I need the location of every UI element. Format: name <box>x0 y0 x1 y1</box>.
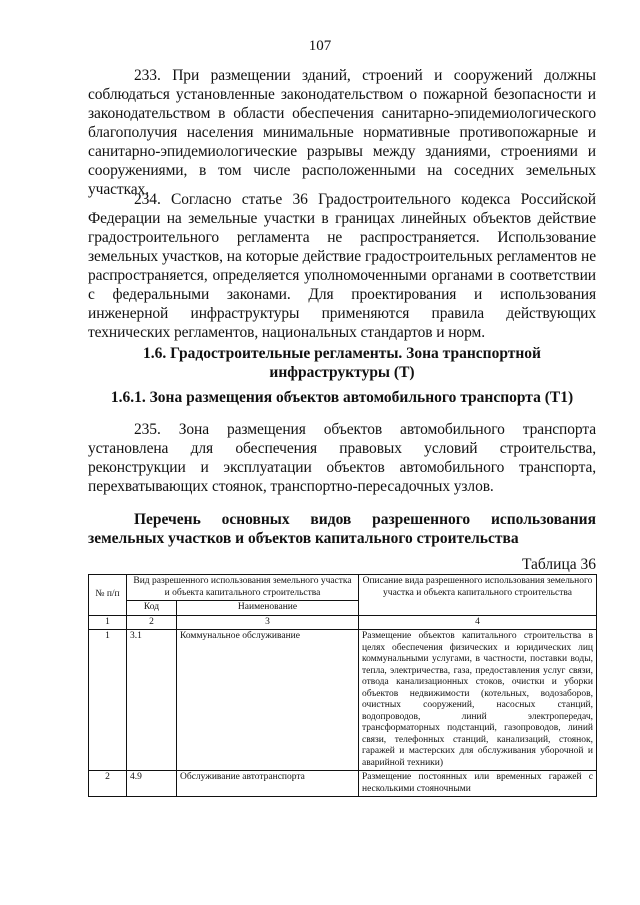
row-description: Размещение объектов капитального строительства в целях обеспечения физических и юридических лиц коммунальными услугами, в частности, поставки воды, тепла, электричества, газа, предоставления услуг связи, отвода канализационных стоков, очистки и уборки объектов недвижимости (котельных, водозаборов, очистных сооружений, насосных станций, водопроводов, линий электропередач, трансформаторных подстанций, газопроводов, линий связи, телефонных станций, канализаций, стоянок, гаражей и мастерских для обслуживания уборочной и аварийной техники) <box>359 630 597 771</box>
heading-section-1-6-1: 1.6.1. Зона размещения объектов автомобильного транспорта (Т1) <box>110 389 574 406</box>
row-num: 1 <box>89 630 127 771</box>
header-group: Вид разрешенного использования земельного участка и объекта капитального строительства <box>127 575 359 601</box>
row-code: 4.9 <box>127 771 177 797</box>
header-num: № п/п <box>89 575 127 616</box>
paragraph-234: 234. Согласно статье 36 Градостроительного кодекса Российской Федерации на земельные участки в границах линейных объектов действие градостроительного регламента не распространяется. Использование земельных участков, на которые действие градостроительных регламентов не распространяется, определяется уполномоченными органами в соответствии с федеральными законами. Для проектирования и использования инженерной инфраструктуры применяются правила действующих технических регламентов, национальных стандартов и норм. <box>88 191 596 341</box>
header-name: Наименование <box>177 601 359 616</box>
paragraph-235: 235. Зона размещения объектов автомобильного транспорта установлена для обеспечения правовых условий строительства, реконструкции и эксплуатации объектов автомобильного транспорта, перехватывающих стоянок, транспортно-пересадочных узлов. <box>88 421 596 495</box>
page-number: 107 <box>308 38 332 54</box>
index-cell: 4 <box>359 615 597 630</box>
table-caption: Таблица 36 <box>521 556 596 573</box>
row-description: Размещение постоянных или временных гаражей с несколькими стояночными <box>359 771 597 797</box>
row-name: Обслуживание автотранспорта <box>177 771 359 797</box>
index-cell: 3 <box>177 615 359 630</box>
row-name: Коммунальное обслуживание <box>177 630 359 771</box>
permitted-use-table <box>88 574 597 797</box>
index-cell: 2 <box>127 615 177 630</box>
paragraph-233: 233. При размещении зданий, строений и сооружений должны соблюдаться установленные законодательством о пожарной безопасности и законодательством в области обеспечения санитарно-эпидемиологического благополучия населения минимальные нормативные противопожарные и санитарно-эпидемиологические разрывы между зданиями, строениями и сооружениями, в том числе расположенными на соседних земельных участках. <box>88 67 596 198</box>
header-code: Код <box>127 601 177 616</box>
row-code: 3.1 <box>127 630 177 771</box>
header-description: Описание вида разрешенного использования земельного участка и объекта капитального строительства <box>359 575 597 616</box>
table-index-row <box>89 615 597 630</box>
row-num: 2 <box>89 771 127 797</box>
table-row <box>89 630 597 771</box>
table-header-row <box>89 575 597 601</box>
heading-list-title: Перечень основных видов разрешенного использования земельных участков и объектов капитального строительства <box>88 511 596 547</box>
table-row <box>89 771 597 797</box>
index-cell: 1 <box>89 615 127 630</box>
heading-section-1-6: 1.6. Градостроительные регламенты. Зона транспортной инфраструктуры (Т) <box>143 345 541 381</box>
